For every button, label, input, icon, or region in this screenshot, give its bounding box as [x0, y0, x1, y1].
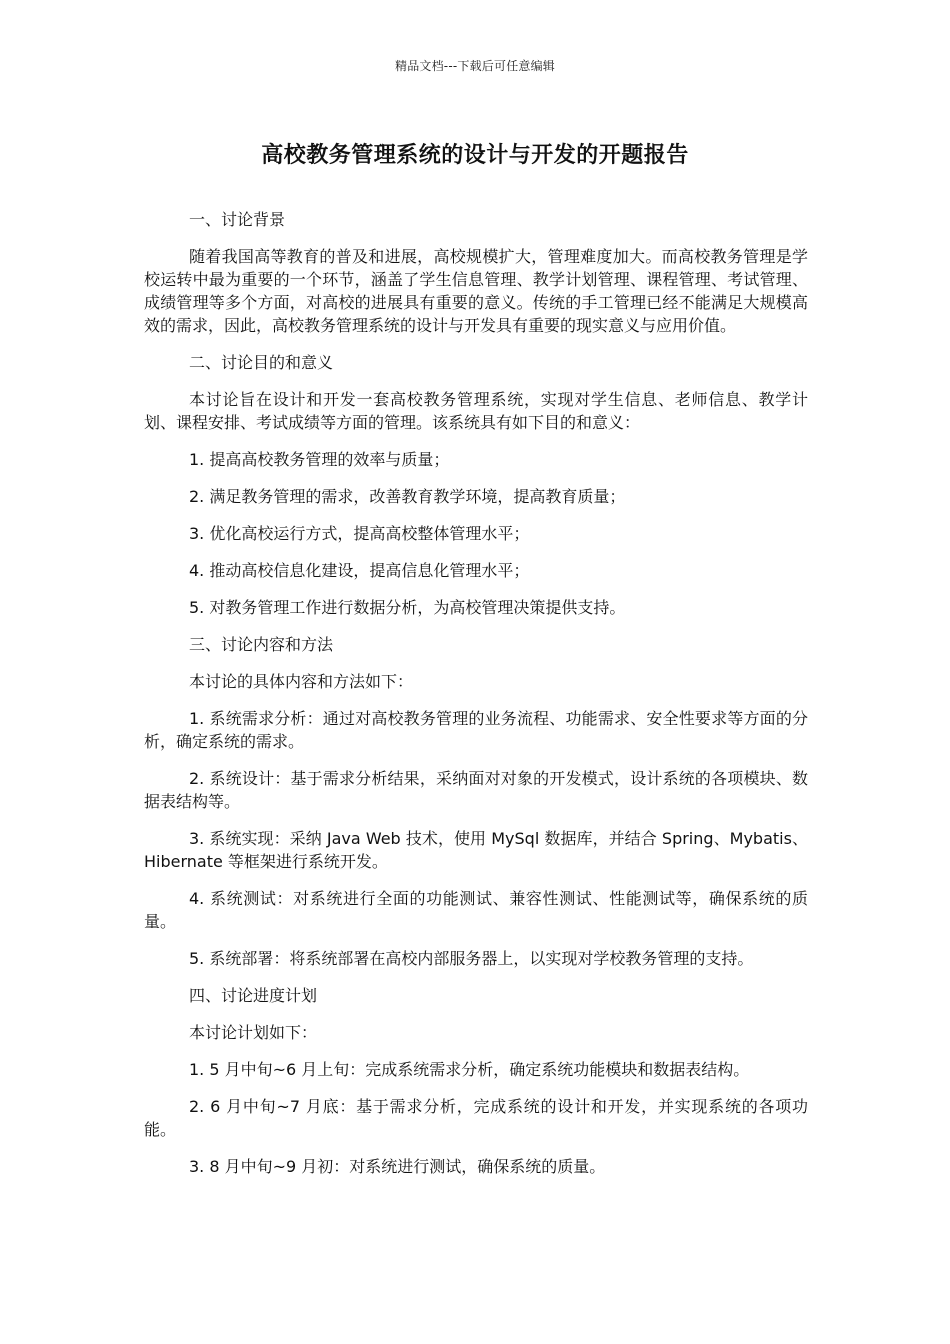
purpose-item-2: 2. 满足教务管理的需求，改善教育教学环境，提高教育质量； — [189, 487, 626, 506]
method-item-5: 5. 系统部署：将系统部署在高校内部服务器上，以实现对学校教务管理的支持。 — [189, 949, 754, 968]
schedule-item-3: 3. 8 月中旬~9 月初：对系统进行测试，确保系统的质量。 — [189, 1157, 606, 1176]
schedule-item-1: 1. 5 月中旬~6 月上旬：完成系统需求分析，确定系统功能模块和数据表结构。 — [189, 1060, 750, 1079]
header-note: 精品文档---下载后可任意编辑 — [395, 59, 555, 73]
content-method-intro: 本讨论的具体内容和方法如下： — [189, 672, 414, 691]
section-heading-purpose: 二、讨论目的和意义 — [189, 353, 334, 372]
method-item-3: 3. 系统实现：采纳 Java Web 技术，使用 MySql 数据库，并结合 Spring、Mybatis、Hibernate 等框架进行系统开发。 — [144, 829, 808, 871]
purpose-item-5: 5. 对教务管理工作进行数据分析，为高校管理决策提供支持。 — [189, 598, 626, 617]
section-heading-schedule: 四、讨论进度计划 — [189, 986, 318, 1005]
section-heading-background: 一、讨论背景 — [189, 210, 286, 229]
purpose-intro-paragraph: 本讨论旨在设计和开发一套高校教务管理系统，实现对学生信息、老师信息、教学计划、课程安排、考试成绩等方面的管理。该系统具有如下目的和意义： — [144, 390, 808, 432]
document-title: 高校教务管理系统的设计与开发的开题报告 — [261, 143, 689, 168]
purpose-item-1: 1. 提高高校教务管理的效率与质量； — [189, 450, 450, 469]
background-paragraph: 随着我国高等教育的普及和进展，高校规模扩大，管理难度加大。而高校教务管理是学校运转中最为重要的一个环节，涵盖了学生信息管理、教学计划管理、课程管理、考试管理、成绩管理等多个方面，对高校的进展具有重要的意义。传统的手工管理已经不能满足大规模高效的需求，因此，高校教务管理系统的设计与开发具有重要的现实意义与应用价值。 — [144, 247, 808, 335]
method-item-2: 2. 系统设计：基于需求分析结果，采纳面对对象的开发模式，设计系统的各项模块、数据表结构等。 — [144, 769, 808, 811]
method-item-4: 4. 系统测试：对系统进行全面的功能测试、兼容性测试、性能测试等，确保系统的质量。 — [144, 889, 808, 931]
schedule-item-2: 2. 6 月中旬~7 月底：基于需求分析，完成系统的设计和开发，并实现系统的各项功能。 — [144, 1097, 808, 1139]
schedule-intro: 本讨论计划如下： — [189, 1023, 318, 1042]
purpose-item-3: 3. 优化高校运行方式，提高高校整体管理水平； — [189, 524, 530, 543]
document-body — [144, 208, 808, 1192]
purpose-item-4: 4. 推动高校信息化建设，提高信息化管理水平； — [189, 561, 530, 580]
method-item-1: 1. 系统需求分析：通过对高校教务管理的业务流程、功能需求、安全性要求等方面的分析，确定系统的需求。 — [144, 709, 808, 751]
section-heading-content-method: 三、讨论内容和方法 — [189, 635, 334, 654]
